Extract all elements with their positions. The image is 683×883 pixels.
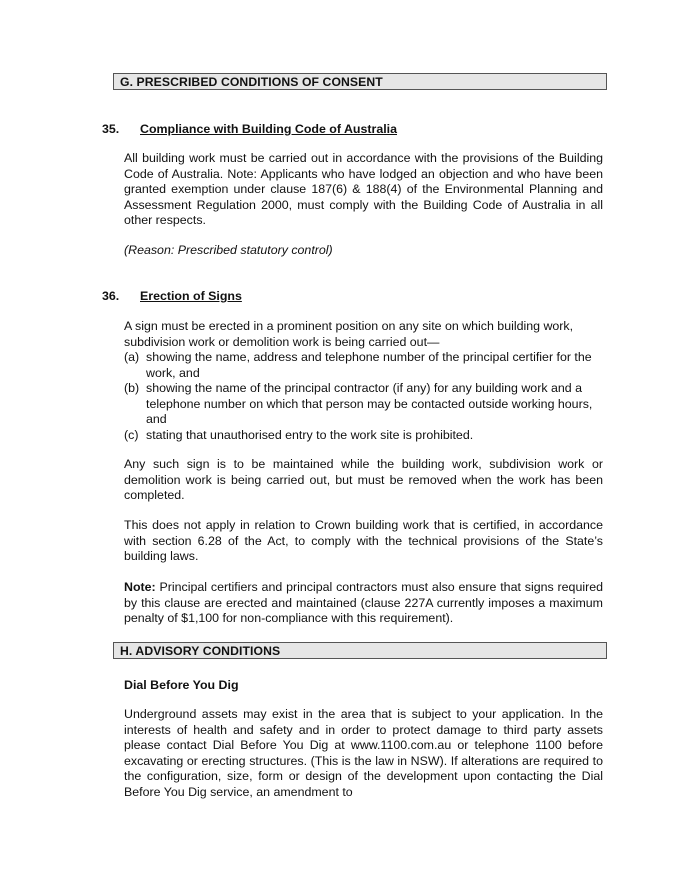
list-item-text: showing the name of the principal contractor (if any) for any building work and a telephone number on which that person may be contacted outside working hours, and — [146, 381, 593, 427]
condition-36-list — [124, 350, 605, 444]
condition-36-title: Erection of Signs — [140, 289, 242, 303]
dial-before-you-dig-body: Underground assets may exist in the area that is subject to your application. In the interests of health and safety and in order to protect damage to third party assets please contact Dial Before You Dig at www.1100.com.au or telephone 1100 before excavating or erecting structures. (This is the law in NSW). If alterations are required to the configuration, size, form or design of the development upon contacting the Dial Before You Dig service, an amendment to — [124, 707, 603, 799]
condition-36-crown: This does not apply in relation to Crown building work that is certified, in accordance with section 6.28 of the Act, to comply with the technical provisions of the State’s building laws. — [124, 518, 603, 564]
condition-36-intro: A sign must be erected in a prominent position on any site on which building work, subdivision work or demolition work is being carried out— — [124, 319, 574, 349]
list-item — [124, 428, 605, 444]
list-item-letter: (b) — [124, 381, 140, 396]
section-g-title: G. PRESCRIBED CONDITIONS OF CONSENT — [120, 75, 383, 89]
condition-36-number: 36. — [102, 289, 120, 303]
condition-36-maintain: Any such sign is to be maintained while the building work, subdivision work or demolition work is being carried out, but must be removed when the work has been completed. — [124, 457, 603, 503]
list-item — [124, 381, 605, 428]
section-g-header — [113, 73, 607, 90]
section-h-title: H. ADVISORY CONDITIONS — [120, 644, 281, 658]
condition-35-title: Compliance with Building Code of Australia — [140, 122, 398, 136]
note-text: Principal certifiers and principal contractors must also ensure that signs required by this clause are erected and maintained (clause 227A currently imposes a maximum penalty of $1,100 for non-compliance with this requirement). — [124, 580, 603, 626]
condition-36-note — [124, 580, 603, 627]
condition-35-reason: (Reason: Prescribed statutory control) — [124, 243, 333, 257]
dial-before-you-dig-title: Dial Before You Dig — [124, 678, 239, 692]
section-h-header — [113, 642, 607, 659]
condition-35-number: 35. — [102, 122, 120, 136]
note-label: Note: — [124, 580, 156, 594]
list-item-letter: (a) — [124, 350, 140, 364]
condition-35-body: All building work must be carried out in accordance with the provisions of the Building Code of Australia. Note: Applicants who have lodged an objection and who have been granted exemption under clause 187(6) & 188(4) of the Environmental Planning and Assessment Regulation 2000, must comply with the Building Code of Australia in all other respects. — [124, 151, 603, 228]
list-item — [124, 350, 605, 381]
list-item-text: stating that unauthorised entry to the work site is prohibited. — [146, 427, 474, 442]
list-item-letter: (c) — [124, 427, 139, 442]
list-item-text: showing the name, address and telephone number of the principal certifier for the work, and — [146, 350, 592, 380]
